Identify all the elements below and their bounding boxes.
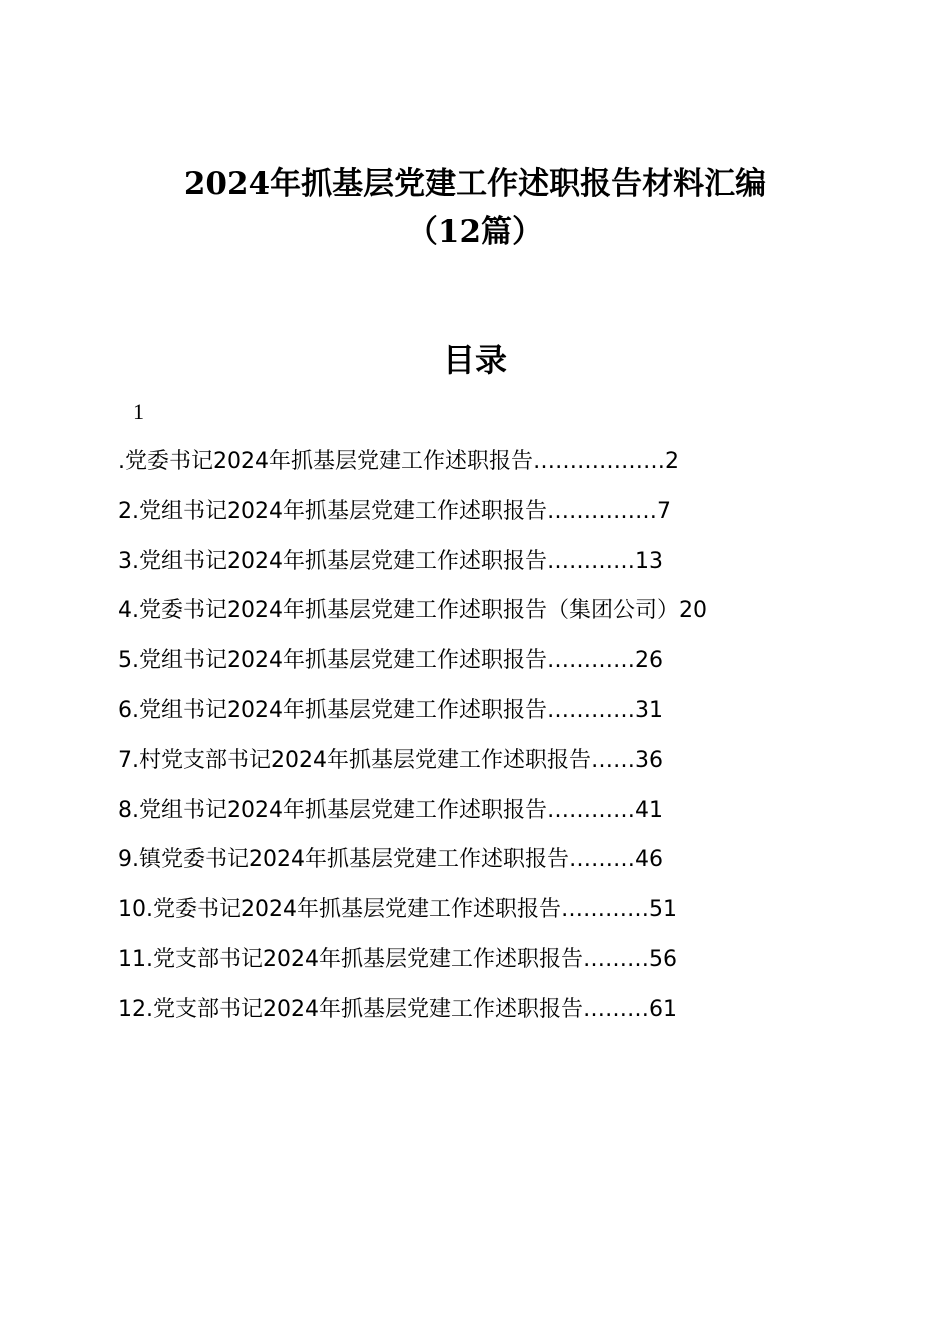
toc-entry[interactable]	[118, 695, 838, 745]
toc-entry-label: 7.村党支部书记2024年抓基层党建工作述职报告	[118, 747, 591, 773]
toc-entry-leader: ………	[582, 946, 649, 972]
toc-entry[interactable]	[118, 894, 838, 944]
toc-entry[interactable]	[118, 546, 838, 596]
toc-entry-page: 2	[664, 449, 679, 474]
toc-entry[interactable]	[118, 595, 838, 645]
toc-entry-label: 10.党委书记2024年抓基层党建工作述职报告	[118, 897, 561, 923]
toc-entry[interactable]	[118, 994, 838, 1044]
toc-entry-page: 61	[648, 996, 677, 1022]
toc-entry[interactable]	[118, 944, 838, 994]
toc-entry-label: 12.党支部书记2024年抓基层党建工作述职报告	[118, 996, 583, 1022]
toc-entry-leader: …………	[546, 648, 635, 674]
toc-entry-page: 46	[634, 847, 663, 873]
toc-entry-label: 4.党委书记2024年抓基层党建工作述职报告（集团公司）	[118, 598, 679, 624]
toc-entry-leader: …………	[546, 548, 635, 574]
toc-entry-leader: …………	[560, 897, 649, 923]
toc-entry[interactable]	[118, 745, 838, 795]
toc-entry-page: 36	[634, 747, 663, 773]
toc-entry[interactable]	[118, 645, 838, 695]
toc-entry[interactable]	[118, 496, 838, 546]
toc-entry-page: 13	[634, 548, 663, 574]
document-title-line2: （12篇）	[406, 214, 544, 250]
toc-entry-page: 51	[648, 897, 677, 923]
toc-entry-leader: ……………	[546, 498, 657, 524]
toc-entry-label: .党委书记2024年抓基层党建工作述职报告	[118, 449, 533, 474]
toc-entry-page: 7	[656, 498, 671, 524]
toc-entry[interactable]	[118, 844, 838, 894]
toc-entry-label: 5.党组书记2024年抓基层党建工作述职报告	[118, 648, 547, 674]
toc-entry-leader: …………	[546, 797, 635, 823]
document-title-line1: 2024年抓基层党建工作述职报告材料汇编	[183, 166, 767, 202]
toc-entry-page: 31	[634, 697, 663, 723]
toc-entry[interactable]	[118, 446, 838, 496]
toc-entry-page: 41	[634, 797, 663, 823]
toc-entry-label: 11.党支部书记2024年抓基层党建工作述职报告	[118, 946, 583, 972]
toc-entry-page: 26	[634, 648, 663, 674]
toc-entry-label: 9.镇党委书记2024年抓基层党建工作述职报告	[118, 847, 569, 873]
stray-page-number: 1	[133, 399, 144, 424]
toc-entry-label: 2.党组书记2024年抓基层党建工作述职报告	[118, 498, 547, 524]
toc-entry-leader: …………	[546, 697, 635, 723]
toc-entry-page: 56	[648, 946, 677, 972]
toc-entry-page: 20	[678, 598, 707, 624]
toc-entry[interactable]	[118, 795, 838, 845]
table-of-contents	[118, 446, 838, 1044]
toc-entry-leader: ………………	[532, 449, 665, 474]
toc-heading: 目录	[442, 341, 507, 379]
toc-entry-leader: ……	[590, 747, 635, 773]
toc-entry-leader: ………	[582, 996, 649, 1022]
toc-entry-label: 8.党组书记2024年抓基层党建工作述职报告	[118, 797, 547, 823]
toc-entry-label: 6.党组书记2024年抓基层党建工作述职报告	[118, 697, 547, 723]
toc-entry-leader: ………	[568, 847, 635, 873]
toc-entry-label: 3.党组书记2024年抓基层党建工作述职报告	[118, 548, 547, 574]
